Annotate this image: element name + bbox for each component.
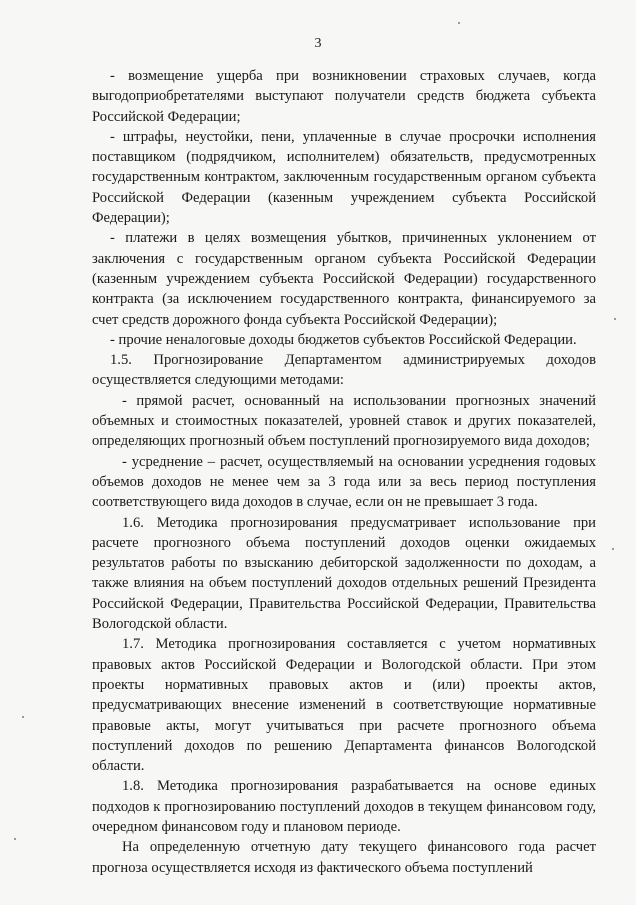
paragraph-1-8: 1.8. Методика прогнозирования разрабатывается на основе единых подходов к прогнозированию поступлений доходов в текущем финансовом году, очередном финансовом году и плановом периоде. [92,778,596,835]
document-body [92,66,596,878]
scan-speck [14,838,16,840]
paragraph-reporting-date: На определенную отчетную дату текущего финансового года расчет прогноза осуществляется исходя из фактического объема поступлений [92,839,596,876]
paragraph-fines-penalties: - штрафы, неустойки, пени, уплаченные в случае просрочки исполнения поставщиком (подрядчиком, исполнителем) обязательств, предусмотренных государственным контрактом, заключенным государственным органом субъекта Российской Федерации (казенным учреждением субъекта Российской Федерации); [92,128,596,227]
paragraph-averaging: - усреднение – расчет, осуществляемый на основании усреднения годовых объемов доходов не менее чем за 3 года или за весь период поступления соответствующего вида доходов в случае, если он не превышает 3 года. [92,453,596,511]
paragraph-direct-calculation: - прямой расчет, основанный на использовании прогнозных значений объемных и стоимостных показателей, уровней ставок и других показателей, определяющих прогнозный объем поступлений прогнозируемого вида доходов; [92,392,596,450]
paragraph-damage-compensation: - возмещение ущерба при возникновении страховых случаев, когда выгодоприобретателями выступают получатели средств бюджета субъекта Российской Федерации; [92,68,596,125]
scan-speck [612,548,614,550]
paragraph-1-7: 1.7. Методика прогнозирования составляется с учетом нормативных правовых актов Российской Федерации и Вологодской области. При этом проекты нормативных правовых актов и (или) проекты актов, предусматривающих внесение изменений в соответствующие нормативные правовые акты, могут учитываться при расчете прогнозного объема поступлений доходов по решению Департамента финансов Вологодской области. [92,636,596,775]
paragraph-other-revenues: - прочие неналоговые доходы бюджетов субъектов Российской Федерации. [110,331,577,348]
page-number: 3 [314,36,322,51]
paragraph-1-5: 1.5. Прогнозирование Департаментом администрируемых доходов осуществляется следующими методами: [92,352,596,389]
scan-speck [458,22,460,24]
scan-speck [22,716,24,718]
scan-speck [614,318,616,320]
paragraph-1-6: 1.6. Методика прогнозирования предусматривает использование при расчете прогнозного объема поступлений доходов оценки ожидаемых результатов работы по взысканию дебиторской задолженности по доходам, а также влияния на объем поступлений доходов отдельных решений Президента Российской Федерации, Правительства Российской Федерации, Правительства Вологодской области. [92,514,596,633]
paragraph-loss-payments: - платежи в целях возмещения убытков, причиненных уклонением от заключения с государственным органом субъекта Российской Федерации (казенным учреждением субъекта Российской Федерации) государственного контракта (за исключением государственного контракта, финансируемого за счет средств дорожного фонда субъекта Российской Федерации); [92,230,596,328]
